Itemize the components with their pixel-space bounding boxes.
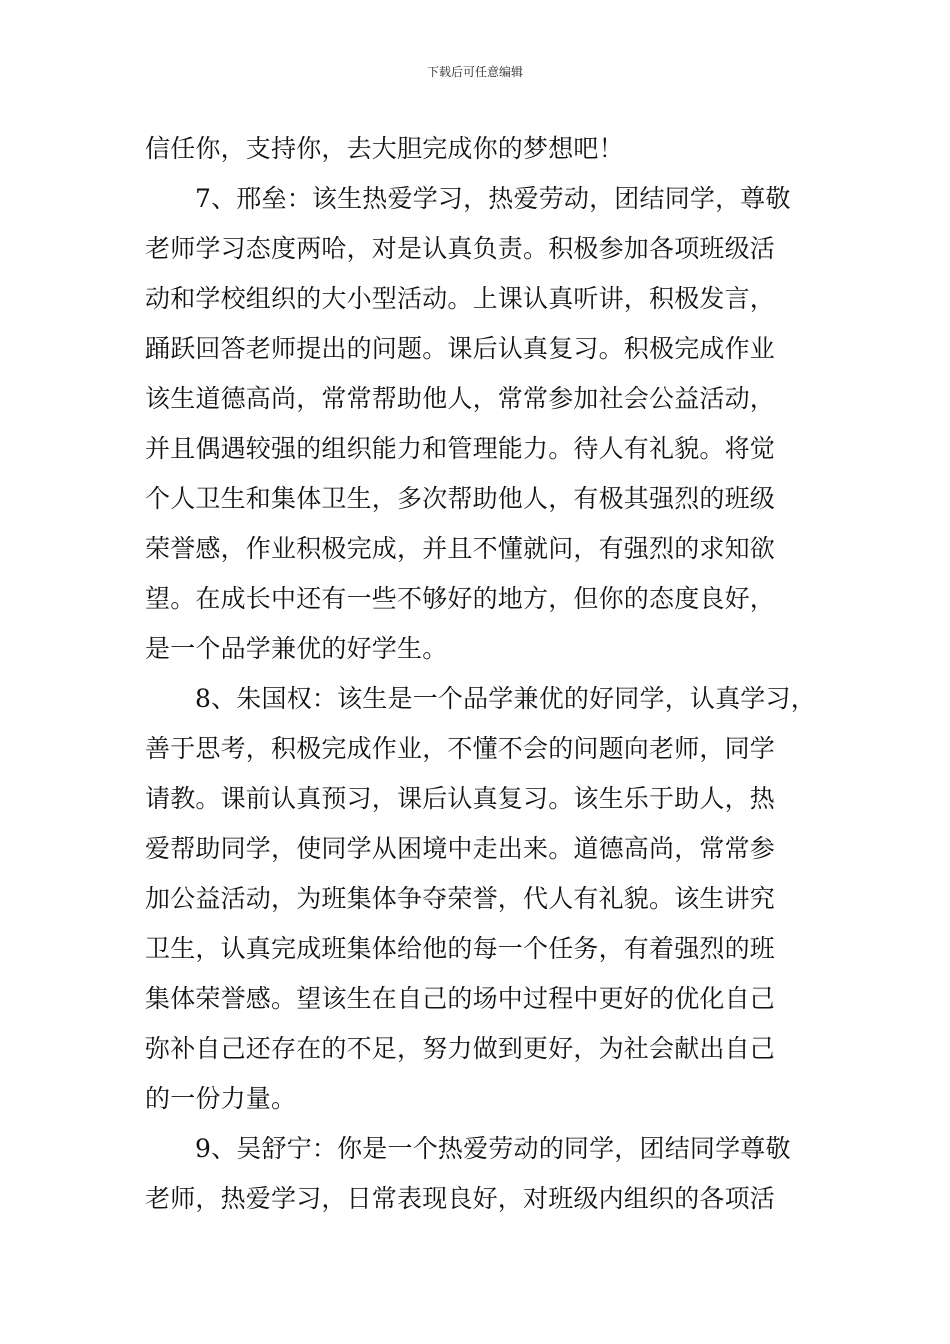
text-line: 个人卫生和集体卫生，多次帮助他人，有极其强烈的班级	[145, 484, 776, 513]
text-line: 加公益活动，为班集体争夺荣誉，代人有礼貌。该生讲究	[145, 884, 776, 913]
text-line: 该生道德高尚，常常帮助他人，常常参加社会公益活动，	[145, 384, 776, 413]
text-line: 老师学习态度两哈，对是认真负责。积极参加各项班级活	[145, 234, 776, 263]
paragraph-start-line: 9、吴舒宁：你是一个热爱劳动的同学，团结同学尊敬	[195, 1134, 791, 1163]
text-line: 善于思考，积极完成作业，不懂不会的问题向老师，同学	[145, 734, 776, 763]
text-line: 是一个品学兼优的好学生。	[145, 634, 448, 663]
paragraph-start-line: 8、朱国权：该生是一个品学兼优的好同学，认真学习，	[195, 684, 816, 713]
paragraph-start-line: 7、邢垒：该生热爱学习，热爱劳动，团结同学，尊敬	[195, 184, 791, 213]
text-line: 信任你，支持你，去大胆完成你的梦想吧！	[145, 134, 624, 163]
text-line: 踊跃回答老师提出的问题。课后认真复习。积极完成作业	[145, 334, 776, 363]
text-line: 动和学校组织的大小型活动。上课认真听讲，积极发言，	[145, 284, 776, 313]
text-line: 荣誉感，作业积极完成，并且不懂就问，有强烈的求知欲	[145, 534, 776, 563]
text-line: 请教。课前认真预习，课后认真复习。该生乐于助人，热	[145, 784, 776, 813]
document-body	[145, 124, 825, 1224]
text-line: 望。在成长中还有一些不够好的地方，但你的态度良好，	[145, 584, 776, 613]
text-line: 老师，热爱学习，日常表现良好，对班级内组织的各项活	[145, 1184, 776, 1213]
header-note: 下载后可任意编辑	[426, 65, 523, 79]
text-line: 集体荣誉感。望该生在自己的场中过程中更好的优化自己	[145, 984, 776, 1013]
text-line: 爱帮助同学，使同学从困境中走出来。道德高尚，常常参	[145, 834, 776, 863]
text-line: 卫生，认真完成班集体给他的每一个任务，有着强烈的班	[145, 934, 776, 963]
text-line: 弥补自己还存在的不足，努力做到更好，为社会献出自己	[145, 1034, 776, 1063]
text-line: 的一份力量。	[145, 1084, 297, 1113]
text-line: 并且偶遇较强的组织能力和管理能力。待人有礼貌。将觉	[145, 434, 776, 463]
